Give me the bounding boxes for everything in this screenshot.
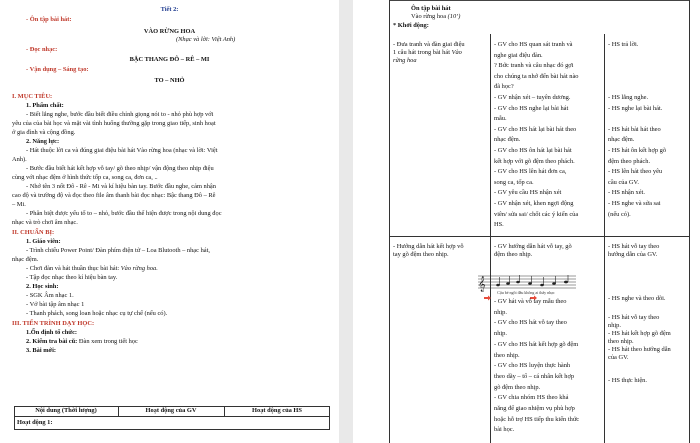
teacher-line: - GV cho HS lên hát đơn ca, bbox=[494, 168, 567, 176]
music-staff-figure bbox=[476, 271, 578, 301]
text-line: yêu của của bài học và mặt vài tình huống thường gặp trong giao tiếp, sinh hoạt bbox=[12, 120, 216, 127]
staff-lyrics: Cậu bé ngồi đâu không ai thấy nhạc bbox=[497, 290, 555, 295]
teacher-line: cho chúng ta nhớ đến bài hát nào bbox=[494, 72, 579, 80]
text-line: Anh). bbox=[12, 156, 27, 163]
teacher-line: - GV cho HS hát kết hợp gõ đệm bbox=[494, 340, 579, 348]
sub-qualities: 1. Phẩm chất: bbox=[26, 102, 64, 109]
sub-stabilize: 1.Ổn định tổ chức: bbox=[26, 329, 78, 336]
student-line: hướng dẫn của GV. bbox=[608, 251, 658, 258]
teacher-line: - GV hướng dẫn hát vỗ tay, gõ bbox=[494, 243, 572, 250]
activity-1-label: Hoạt động 1: bbox=[17, 419, 53, 426]
student-line: nhịp. bbox=[608, 322, 621, 329]
teacher-line: - GV yêu cầu HS nhận xét bbox=[494, 189, 562, 197]
teacher-line: nhịp. bbox=[494, 330, 507, 338]
content-line bbox=[393, 49, 462, 57]
teacher-line: - GV nhận xét, khen ngợi động bbox=[494, 200, 574, 207]
teacher-line: ? Bức tranh và câu nhạc đó gợi bbox=[494, 62, 574, 70]
section-song bbox=[411, 13, 460, 21]
applied-title: TO – NHỎ bbox=[154, 77, 185, 84]
review-song-heading: - Ôn tập bài hát: bbox=[26, 16, 72, 23]
sub-check-old: 2. Kiểm tra bài cũ: bbox=[26, 338, 79, 345]
table-border bbox=[389, 0, 690, 1]
teacher-line: - GV cho HS luyện thực hành bbox=[494, 362, 571, 370]
teacher-line: gõ đệm theo nhịp. bbox=[494, 383, 541, 391]
staff-lines bbox=[478, 276, 576, 288]
student-line: (nếu có). bbox=[608, 210, 631, 218]
teacher-line: nhịp. bbox=[494, 308, 507, 316]
student-line: - HS thực hiện. bbox=[608, 377, 647, 384]
student-line: - HS nghe và sửa sai bbox=[608, 200, 661, 207]
teacher-line: - GV hát và vỗ tay mẫu theo bbox=[494, 298, 567, 305]
text-line: - Hát thuộc lời ca và đúng giai điệu bài hát Vào rừng hoa (nhạc và lời: Việt bbox=[26, 147, 218, 154]
applied-heading: - Vận dụng – Sáng tạo: bbox=[26, 66, 89, 73]
teacher-line: đã học? bbox=[494, 83, 514, 91]
teacher-line: theo dãy – tổ – cá nhân kết hợp bbox=[494, 372, 575, 380]
teacher-line: mẫu. bbox=[494, 115, 507, 123]
song-name-italic: rừng hoa bbox=[393, 57, 417, 64]
text-span: Đàn xem trong tiết học bbox=[78, 338, 138, 345]
text-span: 1 câu hát trong bài hát bbox=[393, 49, 452, 56]
table-header-content: Nội dung (Thời lượng) bbox=[35, 407, 97, 414]
text-span: Vào rừng hoa bbox=[411, 13, 448, 20]
section-title: Ôn tập bài hát bbox=[411, 5, 451, 12]
lesson-number: Tiết 2: bbox=[160, 6, 179, 13]
teacher-line: - GV cho HS ôn hát lại bài hát bbox=[494, 147, 572, 154]
scale-title: BẬC THANG ĐÔ – RÊ – MI bbox=[129, 56, 210, 63]
reading-heading: - Đọc nhạc: bbox=[26, 46, 58, 53]
sub-teacher: 1. Giáo viên: bbox=[26, 238, 61, 245]
student-line: - HS hát kết hợp gõ đệm bbox=[608, 330, 671, 337]
table-border bbox=[14, 429, 330, 430]
table-border bbox=[389, 0, 390, 443]
text-line: - Vở bài tập âm nhạc 1 bbox=[26, 301, 85, 308]
section-process: III. TIẾN TRÌNH DẠY HỌC: bbox=[12, 320, 95, 327]
document-page-left bbox=[0, 0, 339, 443]
text-span: - Chơi đàn và hát thuần thục bài hát: bbox=[26, 265, 121, 272]
student-line: - HS hát vỗ tay theo bbox=[608, 243, 660, 250]
treble-clef-icon: 𝄞 bbox=[478, 277, 486, 292]
teacher-line: song ca, tốp ca. bbox=[494, 178, 534, 186]
text-line: - Thanh phách, song loan hoặc nhạc cụ tự chế (nếu có). bbox=[26, 310, 168, 317]
text-line: cao độ và trường độ và đọc theo file âm thanh bài đọc nhạc: Bậc thang Đô – Rê bbox=[12, 192, 216, 199]
table-border bbox=[14, 416, 330, 417]
text-line: - Biết lắng nghe, bước đầu biết điều chỉnh giọng nói to - nhỏ phù hợp với bbox=[26, 111, 214, 118]
content-line: tay gõ đệm theo nhịp. bbox=[393, 251, 449, 258]
table-header-teacher: Hoạt động của GV bbox=[145, 407, 197, 414]
student-line: - HS nghe lại bài hát. bbox=[608, 104, 663, 112]
teacher-line: - GV nhận xét – tuyên dương. bbox=[494, 94, 571, 101]
text-line: nhạc đệm. bbox=[12, 256, 39, 263]
text-line: - Nhớ tên 3 nốt Đô - Rê - Mi và kí hiệu bàn tay. Bước đầu nghe, cảm nhận bbox=[26, 183, 216, 190]
text-line: nhạc và trò chơi âm nhạc. bbox=[12, 219, 78, 226]
student-line: - HS hát ôn kết hợp gõ bbox=[608, 147, 667, 154]
student-line: - HS hát vỗ tay theo bbox=[608, 314, 660, 321]
teacher-line: - GV cho HS nghe lại bài hát bbox=[494, 104, 569, 112]
activity-table bbox=[14, 406, 330, 430]
student-line: nhạc đệm. bbox=[608, 136, 635, 144]
song-name-italic: Vào rừng hoa. bbox=[120, 265, 158, 272]
table-border bbox=[490, 34, 491, 443]
teacher-line: nhạc đệm. bbox=[494, 136, 521, 144]
table-border bbox=[604, 34, 605, 443]
music-notes bbox=[496, 275, 568, 286]
song-name-italic: Vào bbox=[451, 49, 462, 56]
teacher-line: đệm theo nhịp. bbox=[494, 251, 533, 258]
text-line bbox=[26, 265, 158, 273]
teacher-line: - GV cho HS hát lại bài hát theo bbox=[494, 125, 577, 133]
content-line: - Đưa tranh và đàn giai điệu bbox=[393, 41, 465, 48]
student-line: - HS lên hát theo yêu bbox=[608, 168, 663, 176]
teacher-line: - GV chia nhóm HS theo khả bbox=[494, 394, 569, 402]
teacher-line: bài học. bbox=[494, 426, 515, 434]
content-line: - Hướng dẫn hát kết hợp vỗ bbox=[393, 243, 464, 250]
student-line: - HS trả lời. bbox=[608, 41, 639, 48]
student-line: cầu của GV. bbox=[608, 178, 639, 186]
teacher-line: hoặc hỗ trợ HS tiếp thu kiến thức bbox=[494, 415, 580, 423]
student-line: - HS hát theo hướng dẫn bbox=[608, 346, 671, 353]
section-objectives: I. MỤC TIÊU: bbox=[12, 93, 53, 100]
sub-students: 2. Học sinh: bbox=[26, 283, 59, 290]
student-line: của GV. bbox=[608, 354, 629, 361]
text-line: - Phân biệt được yếu tố to – nhỏ, bước đầu thể hiện được trong nội dung đọc bbox=[26, 210, 222, 217]
student-line: - HS lắng nghe. bbox=[608, 94, 649, 101]
teacher-line: - GV cho HS quan sát tranh và bbox=[494, 41, 573, 48]
song-author: (Nhạc và lời: Việt Anh) bbox=[176, 36, 236, 43]
teacher-line: HS. bbox=[494, 221, 504, 229]
text-line: - Tập đọc nhạc theo kí hiệu bàn tay. bbox=[26, 274, 118, 281]
text-line: - Bước đầu biết hát kết hợp vỗ tay/ gõ theo nhịp/ vận động theo nhịp điệu bbox=[26, 165, 214, 172]
text-line: ở gia đình và cộng đồng. bbox=[12, 129, 76, 136]
sub-abilities: 2. Năng lực: bbox=[26, 138, 60, 145]
text-line: – Mi. bbox=[12, 201, 26, 208]
teacher-line: - GV cho HS hát vỗ tay theo bbox=[494, 319, 567, 327]
teacher-line: viên/ sửa sai/ chốt các ý kiến của bbox=[494, 210, 579, 218]
song-title: VÀO RỪNG HOA bbox=[143, 28, 196, 35]
table-border bbox=[689, 0, 690, 443]
student-line: đệm theo phách. bbox=[608, 157, 651, 165]
text-line: - Trình chiếu Power Point/ Đàn phím điện tử – Loa Blutooth – nhạc hát, bbox=[26, 247, 210, 254]
student-line: - HS nhận xét. bbox=[608, 189, 645, 197]
duration: (10’) bbox=[447, 13, 461, 20]
text-line: cùng với nhạc đệm ở hình thức tốp ca, song ca, đơn ca, .. bbox=[12, 174, 158, 181]
student-line: - HS hát bài hát theo bbox=[608, 125, 661, 133]
warmup-label: * Khởi động: bbox=[393, 22, 429, 29]
student-line: theo nhịp. bbox=[608, 338, 634, 345]
table-border bbox=[389, 236, 690, 237]
table-header-student: Hoạt động của HS bbox=[252, 407, 302, 414]
text-line: - SGK Âm nhạc 1. bbox=[26, 292, 74, 299]
teacher-line: nghe giai điệu đàn. bbox=[494, 51, 543, 59]
teacher-line: theo nhịp. bbox=[494, 351, 520, 359]
teacher-line: kết hợp với gõ đệm theo phách. bbox=[494, 157, 575, 165]
sub-new-lesson: 3. Bài mới: bbox=[26, 347, 56, 354]
student-line: - HS nghe và theo dõi. bbox=[608, 295, 666, 302]
text-line bbox=[26, 338, 138, 346]
teacher-line: năng để giao nhiệm vụ phù hợp bbox=[494, 405, 575, 412]
section-preparation: II. CHUẨN BỊ: bbox=[12, 229, 55, 236]
